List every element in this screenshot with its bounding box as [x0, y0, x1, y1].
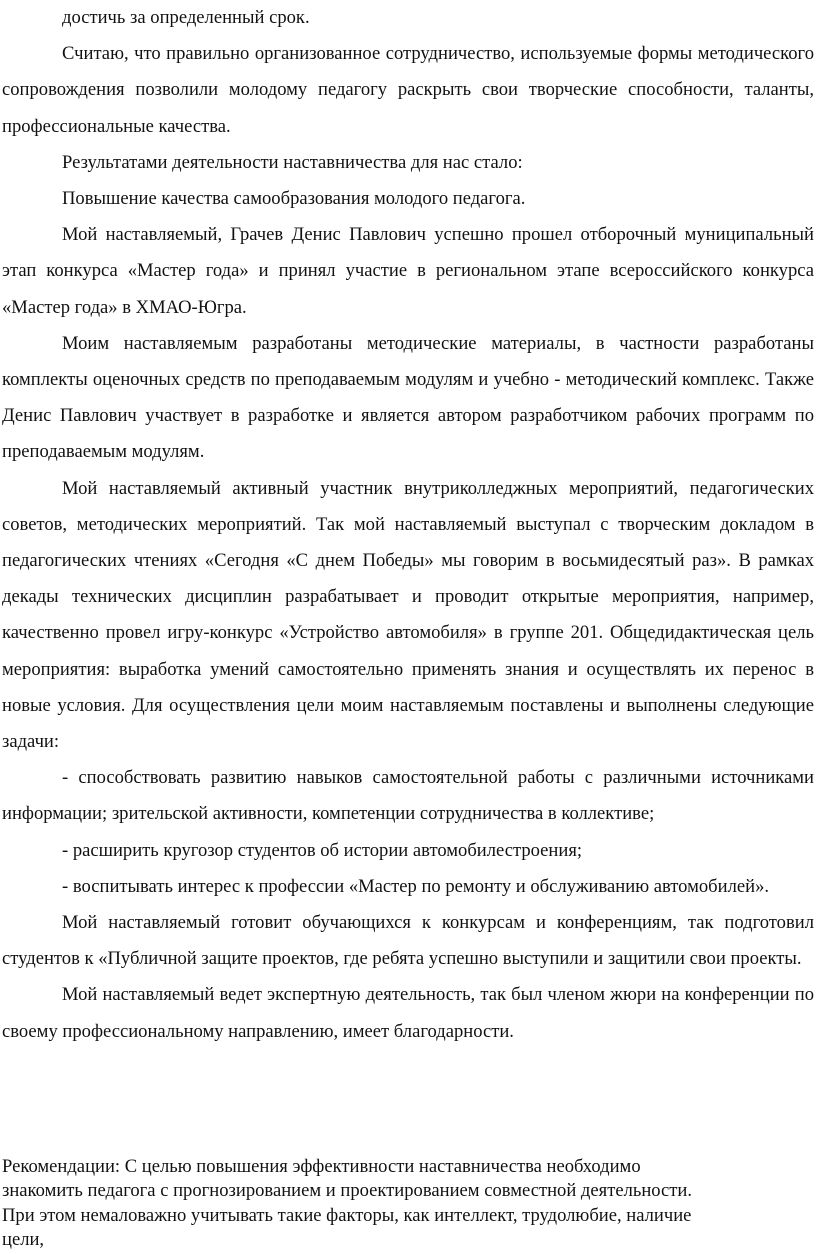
paragraph: Моим наставляемым разработаны методические материалы, в частности разработаны комплекты оценочных средств по преподаваемым модулям и учебно - методический комплекс. Также Денис Павлович участвует в разработке и является автором разработчиком рабочих программ по преподаваемым модулям. — [2, 332, 814, 463]
paragraph: Результатами деятельности наставничества для нас стало: — [62, 151, 523, 173]
document-body — [2, 0, 814, 1050]
paragraph: Мой наставляемый готовит обучающихся к конкурсам и конференциям, так подготовил студентов к «Публичной защите проектов, где ребята успешно выступили и защитили свои проекты. — [2, 912, 814, 970]
recommendation-line: При этом немаловажно учитывать такие факторы, как интеллект, трудолюбие, наличие — [2, 1204, 692, 1226]
paragraph: Мой наставляемый активный участник внутриколледжных мероприятий, педагогических советов, методических мероприятий. Так мой наставляемый выступал с творческим докладом в педагогических чтениях «Сегодня «С днем Победы» мы говорим в восьмидесятый раз». В рамках декады технических дисциплин разрабатывает и проводит открытые мероприятия, например, качественно провел игру-конкурс «Устройство автомобиля» в группе 201. Общедидактическая цель мероприятия: выработка умений самостоятельно применять знания и осуществлять их перенос в новые условия. Для осуществления цели моим наставляемым поставлены и выполнены следующие задачи: — [2, 477, 814, 753]
task-item: - способствовать развитию навыков самостоятельной работы с различными источниками информации; зрительской активности, компетенции сотрудничества в коллективе; — [2, 767, 814, 825]
recommendations-block — [2, 1155, 802, 1253]
paragraph: Мой наставляемый, Грачев Денис Павлович успешно прошел отборочный муниципальный этап конкурса «Мастер года» и принял участие в региональном этапе всероссийского конкурса «Мастер года» в ХМАО-Югра. — [2, 224, 814, 318]
paragraph: достичь за определенный срок. — [62, 7, 310, 28]
task-item: - расширить кругозор студентов об истории автомобилестроения; — [62, 839, 583, 861]
task-item: - воспитывать интерес к профессии «Мастер по ремонту и обслуживанию автомобилей». — [62, 875, 770, 897]
recommendation-line: знакомить педагога с прогнозированием и проектированием совместной деятельности. — [2, 1180, 693, 1202]
recommendation-line: Рекомендации: С целью повышения эффективности наставничества необходимо — [2, 1156, 641, 1177]
paragraph: Считаю, что правильно организованное сотрудничество, используемые формы методического сопровождения позволили молодому педагогу раскрыть свои творческие способности, таланты, профессиональные качества. — [2, 43, 814, 137]
recommendation-line: цели, — [2, 1229, 45, 1251]
paragraph: Мой наставляемый ведет экспертную деятельность, так был членом жюри на конференции по своему профессиональному направлению, имеет благодарности. — [2, 984, 814, 1042]
paragraph: Повышение качества самообразования молодого педагога. — [62, 188, 526, 210]
